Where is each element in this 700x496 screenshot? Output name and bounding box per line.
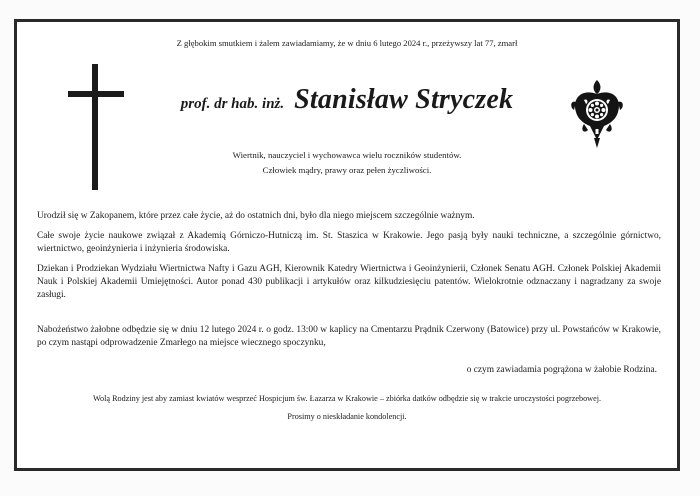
obituary-frame <box>14 19 680 471</box>
footer-condolences-note: Prosimy o nieskładanie kondolencji. <box>287 412 407 421</box>
paragraph-birthplace: Urodził się w Zakopanem, które przez całe życie, aż do ostatnich dni, było dla niego miejscem szczególnie ważnym. <box>37 211 475 221</box>
paragraph-career: Całe swoje życie naukowe związał z Akademią Górniczo-Hutniczą im. St. Staszica w Krakowie. Jego pasją były nauki techniczne, a szczególnie górnictwo, wiertnictwo, geoinżynieria i inżynieria środowiska. <box>37 231 661 255</box>
deceased-name: Stanisław Stryczek <box>294 84 514 115</box>
paragraph-funeral: Nabożeństwo żałobne odbędzie się w dniu 12 lutego 2024 r. o godz. 13:00 w kaplicy na Cmentarzu Prądnik Czerwony (Batowice) przy ul. Powstańców w Krakowie, po czym nastąpi odprowadzenie Zmarłego na miejsce wiecznego spoczynku, <box>37 325 661 349</box>
closing-line: o czym zawiadamia pogrążona w żałobie Rodzina. <box>466 365 657 375</box>
intro-text: Z głębokim smutkiem i żalem zawiadamiamy, że w dniu 6 lutego 2024 r., przeżywszy lat 77, zmarł <box>176 38 518 48</box>
paragraph-achievements: Dziekan i Prodziekan Wydziału Wiertnictwa Nafty i Gazu AGH, Kierownik Katedry Wiertnictwa i Geoinżynierii, Członek Senatu AGH. Członek Polskiej Akademii Nauk i Polskiej Akademii Umiejętności. Autor ponad 430 publikacji i artykułów oraz kilkudziesięciu patentów. Wielokrotnie odznaczany i nagradzany za swoje zasługi. <box>37 264 661 301</box>
highlander-ornament-icon <box>570 78 624 150</box>
academic-title: prof. dr hab. inż. <box>180 96 285 112</box>
subtitle-line: Człowiek mądry, prawy oraz pełen życzliwości. <box>262 165 432 175</box>
subtitle-line: Wiertnik, nauczyciel i wychowawca wielu roczników studentów. <box>232 150 462 160</box>
footer-donation-note: Wolą Rodziny jest aby zamiast kwiatów wesprzeć Hospicjum św. Łazarza w Krakowie – zbiórka datków odbędzie się w trakcie uroczystości pogrzebowej. <box>92 394 602 403</box>
